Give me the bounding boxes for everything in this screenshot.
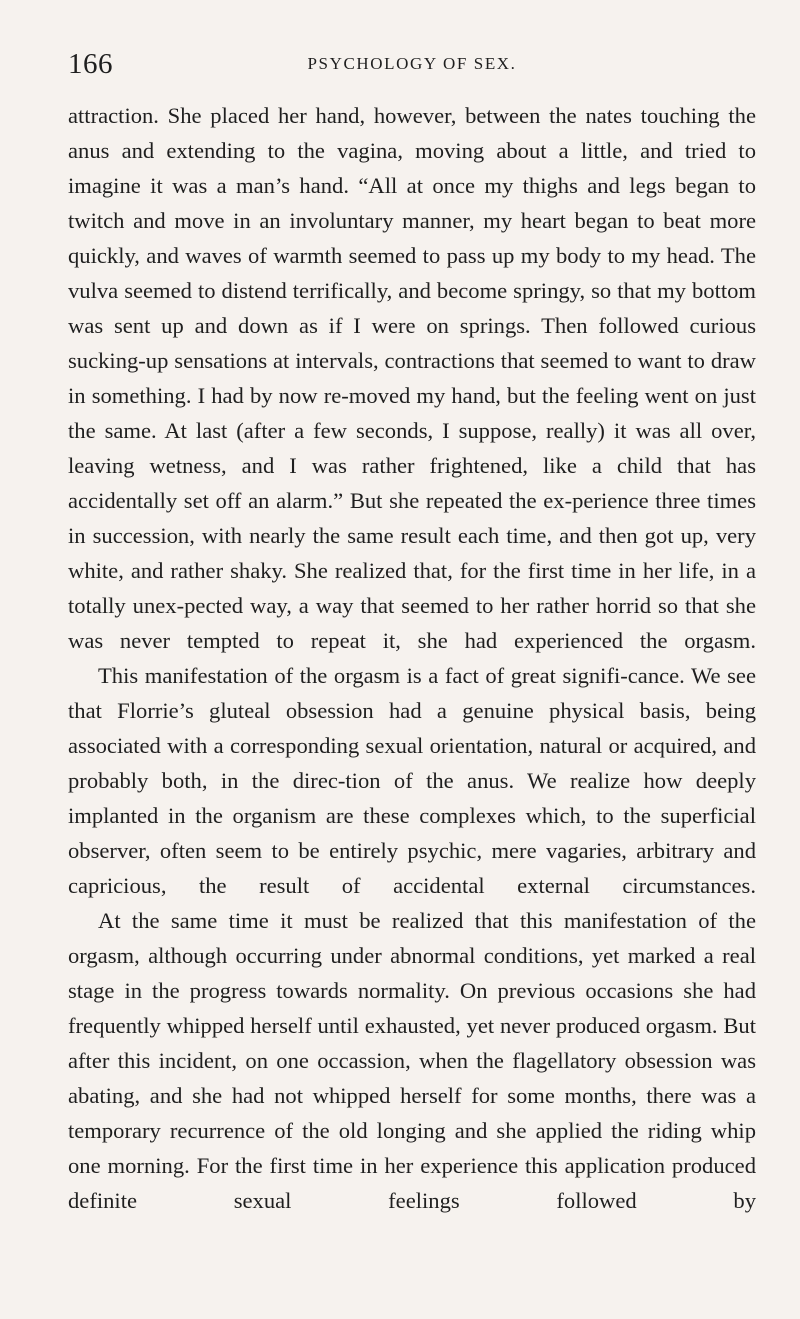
paragraph-2: This manifestation of the orgasm is a fact of great signifi-cance. We see that Florrie’s gluteal obsession had a genuine physical basis, being associated with a corresponding sexual orientation, natural or acquired, and probably both, in the direc-tion of the anus. We realize how deeply implanted in the organism are these complexes which, to the superficial observer, often seem to be entirely psychic, mere vagaries, arbitrary and capricious, the result of accidental external circumstances. <box>68 663 756 898</box>
page-header <box>68 48 756 88</box>
paragraph-1: attraction. She placed her hand, however, between the nates touching the anus and extending to the vagina, moving about a little, and tried to imagine it was a man’s hand. “All at once my thighs and legs began to twitch and move in an involuntary manner, my heart began to beat more quickly, and waves of warmth seemed to pass up my body to my head. The vulva seemed to distend terrifically, and become springy, so that my bottom was sent up and down as if I were on springs. Then followed curious sucking-up sensations at intervals, contractions that seemed to want to draw in something. I had by now re-moved my hand, but the feeling went on just the same. At last (after a few seconds, I suppose, really) it was all over, leaving wetness, and I was rather frightened, like a child that has accidentally set off an alarm.” But she repeated the ex-perience three times in succession, with nearly the same result each time, and then got up, very white, and rather shaky. She realized that, for the first time in her life, in a totally unex-pected way, a way that seemed to her rather horrid so that she was never tempted to repeat it, she had experienced the orgasm. <box>68 103 756 653</box>
body-text <box>68 98 756 1218</box>
paragraph-3: At the same time it must be realized that this manifestation of the orgasm, although occurring under abnormal conditions, yet marked a real stage in the progress towards normality. On previous occasions she had frequently whipped herself until exhausted, yet never produced orgasm. But after this incident, on one occassion, when the flagellatory obsession was abating, and she had not whipped herself for some months, there was a temporary recurrence of the old longing and she applied the riding whip one morning. For the first time in her experience this application produced definite sexual feelings followed by <box>68 908 756 1213</box>
running-head: PSYCHOLOGY OF SEX. <box>307 54 517 73</box>
page-number: 166 <box>68 48 113 80</box>
